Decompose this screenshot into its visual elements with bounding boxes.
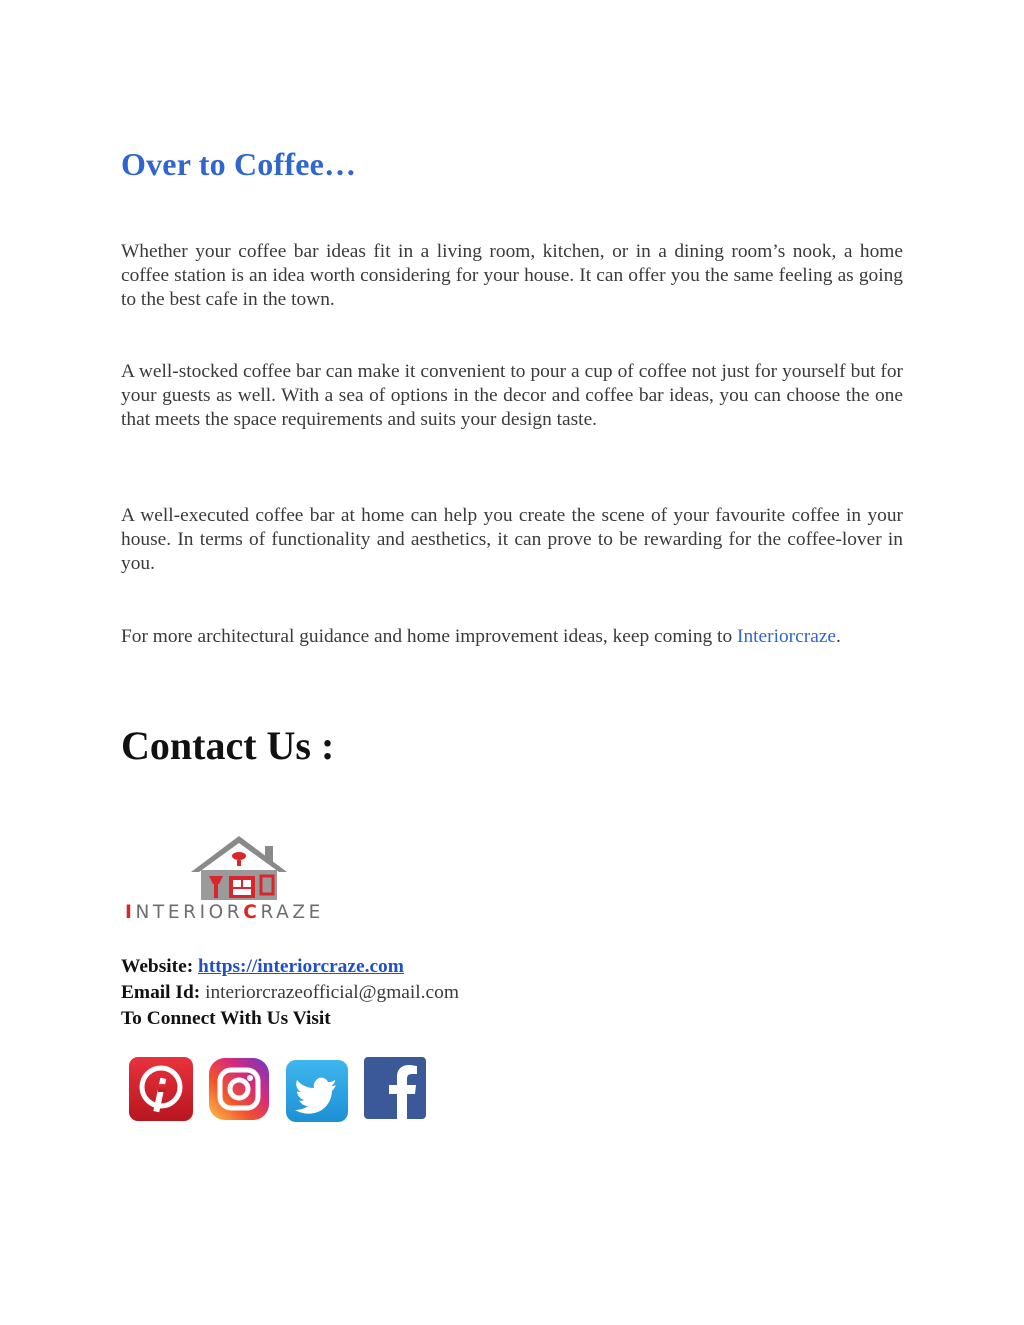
interiorcraze-logo [125,834,351,926]
logo-part-1: NTERIOR [135,902,244,923]
facebook-icon[interactable] [363,1056,427,1120]
logo-letter-c: C [243,902,261,923]
closing-text: For more architectural guidance and home improvement ideas, keep coming to [121,626,733,647]
interiorcraze-link[interactable]: Interiorcraze [737,626,837,647]
logo-wordmark [125,902,351,923]
paragraph-closing [121,625,903,649]
website-label: Website: [121,956,194,977]
closing-period: . [836,626,841,647]
pinterest-icon[interactable] [128,1056,194,1122]
paragraph-1: Whether your coffee bar ideas fit in a living room, kitchen, or in a dining room’s nook, a home coffee station is an idea worth considering for your house. It can offer you the same feeling as going to the best cafe in the town. [121,241,903,310]
email-value[interactable]: interiorcrazeofficial@gmail.com [205,982,459,1003]
paragraph-3: A well-executed coffee bar at home can help you create the scene of your favourite coffee in your house. In terms of functionality and aesthetics, it can prove to be rewarding for the coffee-lover in you. [121,505,903,574]
website-line [121,956,404,978]
house-logo-icon [125,834,351,900]
connect-label: To Connect With Us Visit [121,1008,331,1029]
connect-line [121,1008,331,1030]
twitter-icon[interactable] [285,1058,349,1124]
email-line [121,982,459,1004]
logo-part-2: RAZE [260,902,324,923]
paragraph-2: A well-stocked coffee bar can make it convenient to pour a cup of coffee not just for yourself but for your guests as well. With a sea of options in the decor and coffee bar ideas, you can choose the one that meets the space requirements and suits your design taste. [121,361,903,430]
logo-letter-i: I [125,902,136,923]
section-heading: Over to Coffee… [121,146,357,182]
email-label: Email Id: [121,982,201,1003]
website-link[interactable]: https://interiorcraze.com [198,956,404,977]
contact-heading: Contact Us : [121,723,335,768]
instagram-icon[interactable] [208,1054,270,1124]
